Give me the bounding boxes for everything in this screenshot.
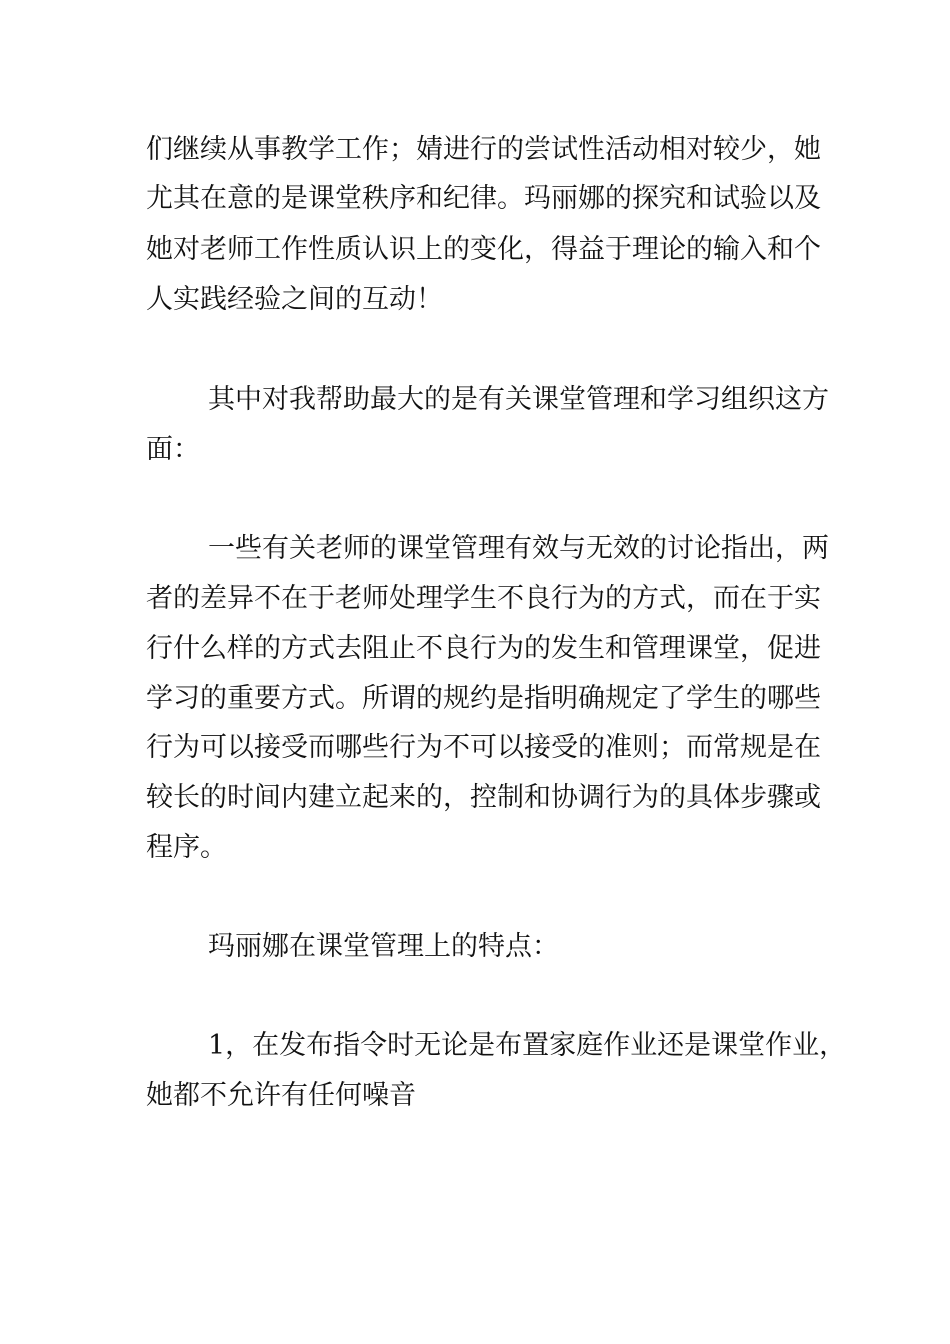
paragraph-line: 较长的时间内建立起来的，控制和协调行为的具体步骤或: [146, 782, 821, 813]
paragraph-line: 她对老师工作性质认识上的变化，得益于理论的输入和个: [146, 234, 821, 265]
paragraph-line: 玛丽娜在课堂管理上的特点：: [208, 931, 559, 962]
paragraph-line: 一些有关老师的课堂管理有效与无效的讨论指出，两: [208, 533, 829, 564]
paragraph-line: 她都不允许有任何噪音: [146, 1080, 416, 1111]
paragraph-line: 们继续从事教学工作；婧进行的尝试性活动相对较少，她: [146, 134, 821, 165]
paragraph-line: 面：: [146, 434, 200, 465]
paragraph-line: 行什么样的方式去阻止不良行为的发生和管理课堂，促进: [146, 633, 821, 664]
paragraph-line: 1，在发布指令时无论是布置家庭作业还是课堂作业，: [208, 1030, 847, 1061]
paragraph-line: 程序。: [146, 832, 227, 863]
paragraph-line: 行为可以接受而哪些行为不可以接受的准则；而常规是在: [146, 732, 821, 763]
paragraph-line: 人实践经验之间的互动！: [146, 284, 443, 315]
paragraph-line: 其中对我帮助最大的是有关课堂管理和学习组织这方: [208, 384, 829, 415]
paragraph-line: 尤其在意的是课堂秩序和纪律。玛丽娜的探究和试验以及: [146, 183, 821, 214]
paragraph-line: 者的差异不在于老师处理学生不良行为的方式，而在于实: [146, 583, 821, 614]
paragraph-line: 学习的重要方式。所谓的规约是指明确规定了学生的哪些: [146, 683, 821, 714]
